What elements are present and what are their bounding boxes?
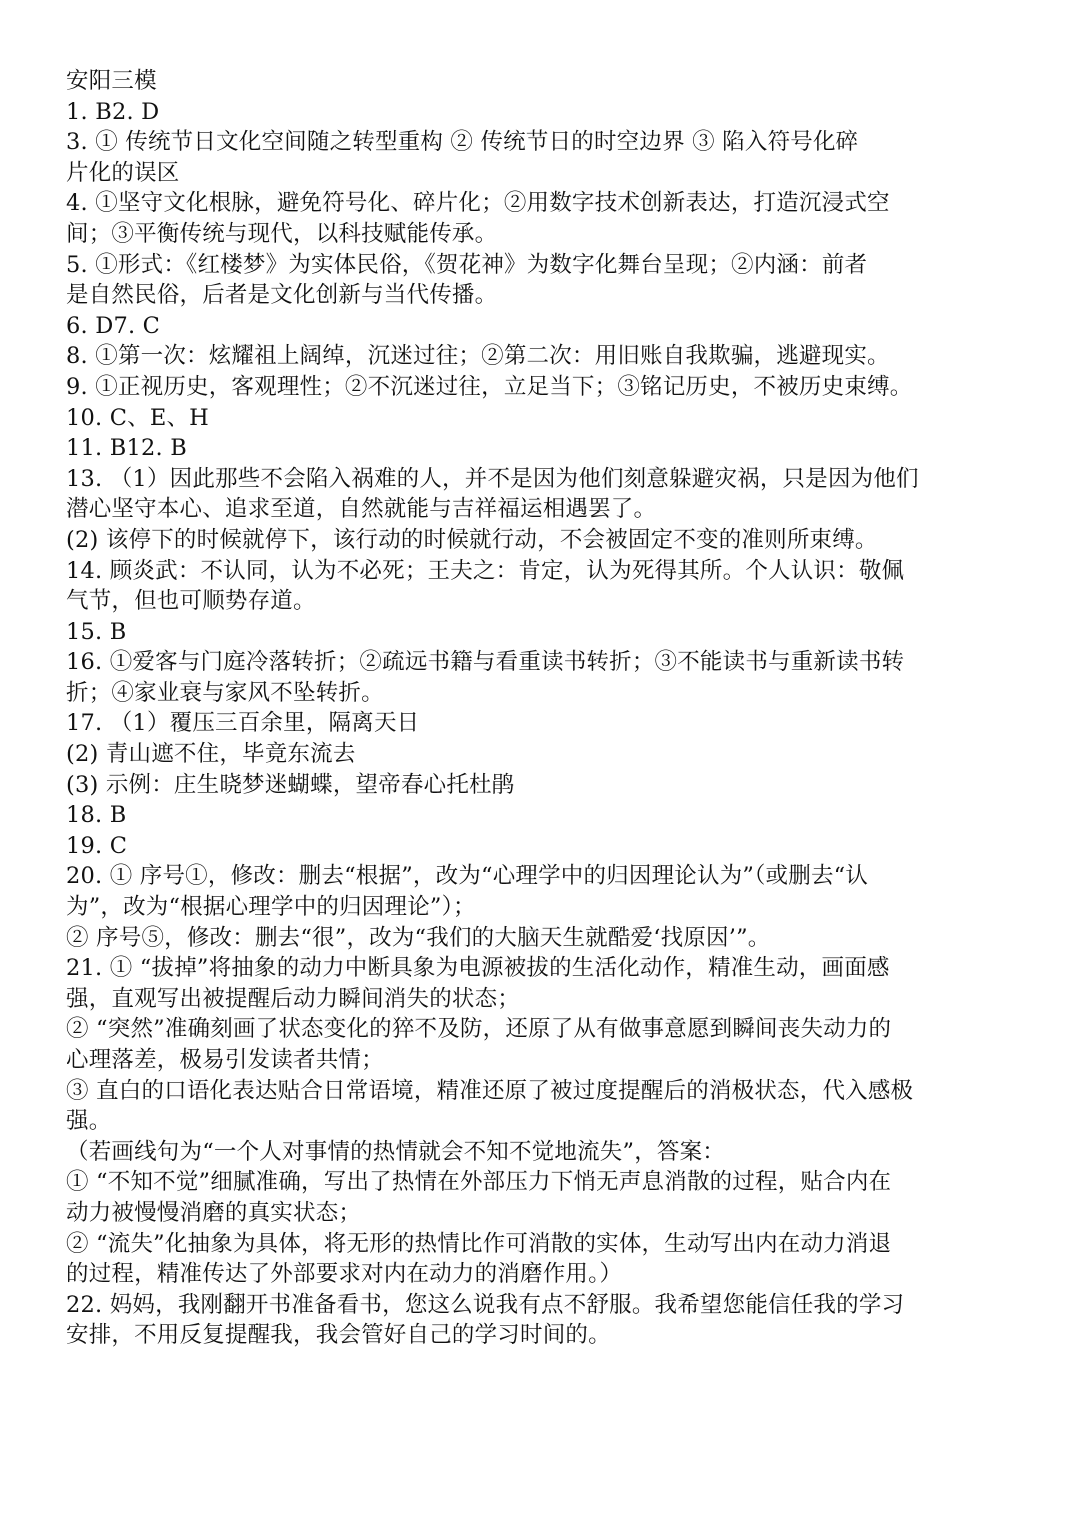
answer-line: 6. D7. C <box>66 312 161 339</box>
answer-line: 片化的误区 <box>66 159 180 186</box>
answer-line: 为”，改为“根据心理学中的归因理论”）； <box>66 894 476 921</box>
answer-line: 的过程，精准传达了外部要求对内在动力的消磨作用。） <box>66 1261 623 1288</box>
answer-line: （若画线句为“一个人对事情的热情就会不知不觉地流失”，答案： <box>66 1138 726 1165</box>
answer-line: ② 序号⑤，修改：删去“很”，改为“我们的大脑天生就酷爱‘找原因’”。 <box>66 924 771 951</box>
answer-line: 20. ① 序号①，修改：删去“根据”，改为“心理学中的归因理论认为”（或删去“认 <box>66 863 869 890</box>
answer-line: ② “突然”准确刻画了状态变化的猝不及防，还原了从有做事意愿到瞬间丧失动力的 <box>66 1016 892 1043</box>
answer-line: 5. ①形式：《红楼梦》为实体民俗，《贺花神》为数字化舞台呈现；②内涵：前者 <box>66 251 868 278</box>
answer-line: 折；④家业衰与家风不坠转折。 <box>66 679 384 706</box>
answer-line: 3. ① 传统节日文化空间随之转型重构 ② 传统节日的时空边界 ③ 陷入符号化碎 <box>66 129 859 156</box>
answer-line: 8. ①第一次：炫耀祖上阔绰，沉迷过往；②第二次：用旧账自我欺骗，逃避现实。 <box>66 343 890 370</box>
answer-line: 17. （1）覆压三百余里，隔离天日 <box>66 710 420 737</box>
answer-line: 11. B12. B <box>66 435 187 462</box>
answer-line: 强。 <box>66 1108 112 1135</box>
answer-line: 是自然民俗，后者是文化创新与当代传播。 <box>66 282 498 309</box>
answer-line: 10. C、E、H <box>66 404 209 431</box>
answer-line: 间；③平衡传统与现代，以科技赋能传承。 <box>66 220 498 247</box>
answer-line: 16. ①爱客与门庭冷落转折；②疏远书籍与看重读书转折；③不能读书与重新读书转 <box>66 649 905 676</box>
answer-line: 9. ①正视历史，客观理性；②不沉迷过往，立足当下；③铭记历史，不被历史束缚。 <box>66 373 913 400</box>
answer-line: 4. ①坚守文化根脉，避免符号化、碎片化；②用数字技术创新表达，打造沉浸式空 <box>66 190 890 217</box>
answer-line: 13. （1）因此那些不会陷入祸难的人，并不是因为他们刻意躲避灾祸，只是因为他们 <box>66 465 919 492</box>
answer-line: 安排，不用反复提醒我，我会管好自己的学习时间的。 <box>66 1322 611 1349</box>
answer-line: 强，直观写出被提醒后动力瞬间消失的状态； <box>66 985 521 1012</box>
answer-line: 心理落差，极易引发读者共情； <box>66 1047 384 1073</box>
answer-line: 21. ① “拔掉”将抽象的动力中断具象为电源被拔的生活化动作，精准生动，画面感 <box>66 955 890 982</box>
answer-line: (2) 青山遮不住，毕竟东流去 <box>66 741 356 768</box>
answer-line: 气节，但也可顺势存道。 <box>66 588 316 615</box>
answer-line: (2) 该停下的时候就停下，该行动的时候就行动，不会被固定不变的准则所束缚。 <box>66 526 878 553</box>
answer-document <box>66 66 1018 1351</box>
answer-line: 潜心坚守本心、追求至道，自然就能与吉祥福运相遇罢了。 <box>66 496 657 523</box>
doc-title: 安阳三模 <box>66 68 157 94</box>
answer-line: ③ 直白的口语化表达贴合日常语境，精准还原了被过度提醒后的消极状态，代入感极 <box>66 1077 914 1104</box>
answer-line: 18. B <box>66 802 127 829</box>
answer-line: (3) 示例：庄生晓梦迷蝴蝶，望帝春心托杜鹃 <box>66 771 515 798</box>
answer-line: 22. 妈妈，我刚翻开书准备看书，您这么说我有点不舒服。我希望您能信任我的学习 <box>66 1291 905 1318</box>
answer-line: 1. B2. D <box>66 98 160 125</box>
answer-line: ① “不知不觉”细腻准确，写出了热情在外部压力下悄无声息消散的过程，贴合内在 <box>66 1169 892 1196</box>
answer-line: 15. B <box>66 618 127 645</box>
answer-line: 14. 顾炎武：不认同，认为不必死；王夫之：肯定，认为死得其所。个人认识：敬佩 <box>66 557 905 584</box>
answer-line: ② “流失”化抽象为具体，将无形的热情比作可消散的实体，生动写出内在动力消退 <box>66 1230 892 1257</box>
answer-line: 动力被慢慢消磨的真实状态； <box>66 1199 362 1226</box>
answer-line: 19. C <box>66 832 128 859</box>
